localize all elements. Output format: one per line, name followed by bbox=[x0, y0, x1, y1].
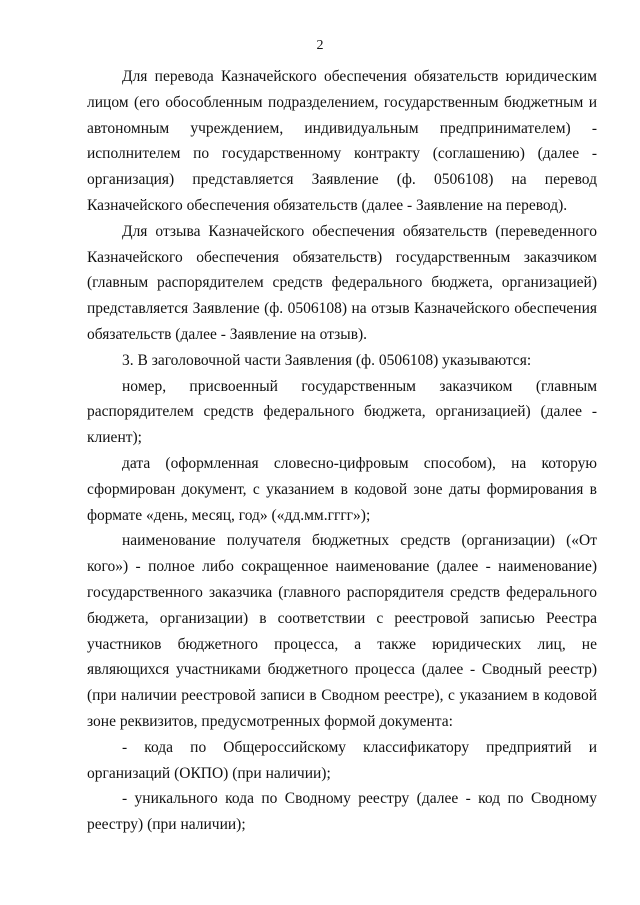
paragraph-number: номер, присвоенный государственным заказчиком (главным распорядителем средств федерального бюджета, организацией) (далее - клиент); bbox=[87, 377, 597, 447]
paragraph-transfer-application: Для перевода Казначейского обеспечения обязательств юридическим лицом (его обособленным подразделением, государственным бюджетным и автономным учреждением, индивидуальным предпринимателем) - исполнителем по государственному контракту (соглашению) (далее - организация) представляется Заявление (ф. 0506108) на перевод Казначейского обеспечения обязательств (далее - Заявление на перевод). bbox=[87, 68, 597, 214]
page-number: 2 bbox=[316, 38, 324, 53]
paragraph-section-3-heading: 3. В заголовочной части Заявления (ф. 0506108) указываются: bbox=[122, 351, 532, 369]
paragraph-recipient-name: наименование получателя бюджетных средств (организации) («От кого») - полное либо сокращенное наименование (далее - наименование) государственного заказчика (главного распорядителя средств федерального бюджета, организации) в соответствии с реестровой записью Реестра участников бюджетного процесса, а также юридических лиц, не являющихся участниками бюджетного процесса (далее - Сводный реестр) (при наличии реестровой записи в Сводном реестре), с указанием в кодовой зоне реквизитов, предусмотренных формой документа: bbox=[87, 532, 597, 730]
list-item-okpo: - кода по Общероссийскому классификатору предприятий и организаций (ОКПО) (при наличии); bbox=[87, 738, 597, 782]
document-body bbox=[87, 64, 597, 838]
list-item-registry-code: - уникального кода по Сводному реестру (далее - код по Сводному реестру) (при наличии); bbox=[87, 790, 597, 834]
paragraph-revocation-application: Для отзыва Казначейского обеспечения обязательств (переведенного Казначейского обеспечения обязательств) государственным заказчиком (главным распорядителем средств федерального бюджета, организацией) представляется Заявление (ф. 0506108) на отзыв Казначейского обеспечения обязательств (далее - Заявление на отзыв). bbox=[87, 222, 597, 343]
paragraph-date: дата (оформленная словесно-цифровым способом), на которую сформирован документ, с указанием в кодовой зоне даты формирования в формате «день, месяц, год» («дд.мм.гггг»); bbox=[87, 454, 597, 524]
